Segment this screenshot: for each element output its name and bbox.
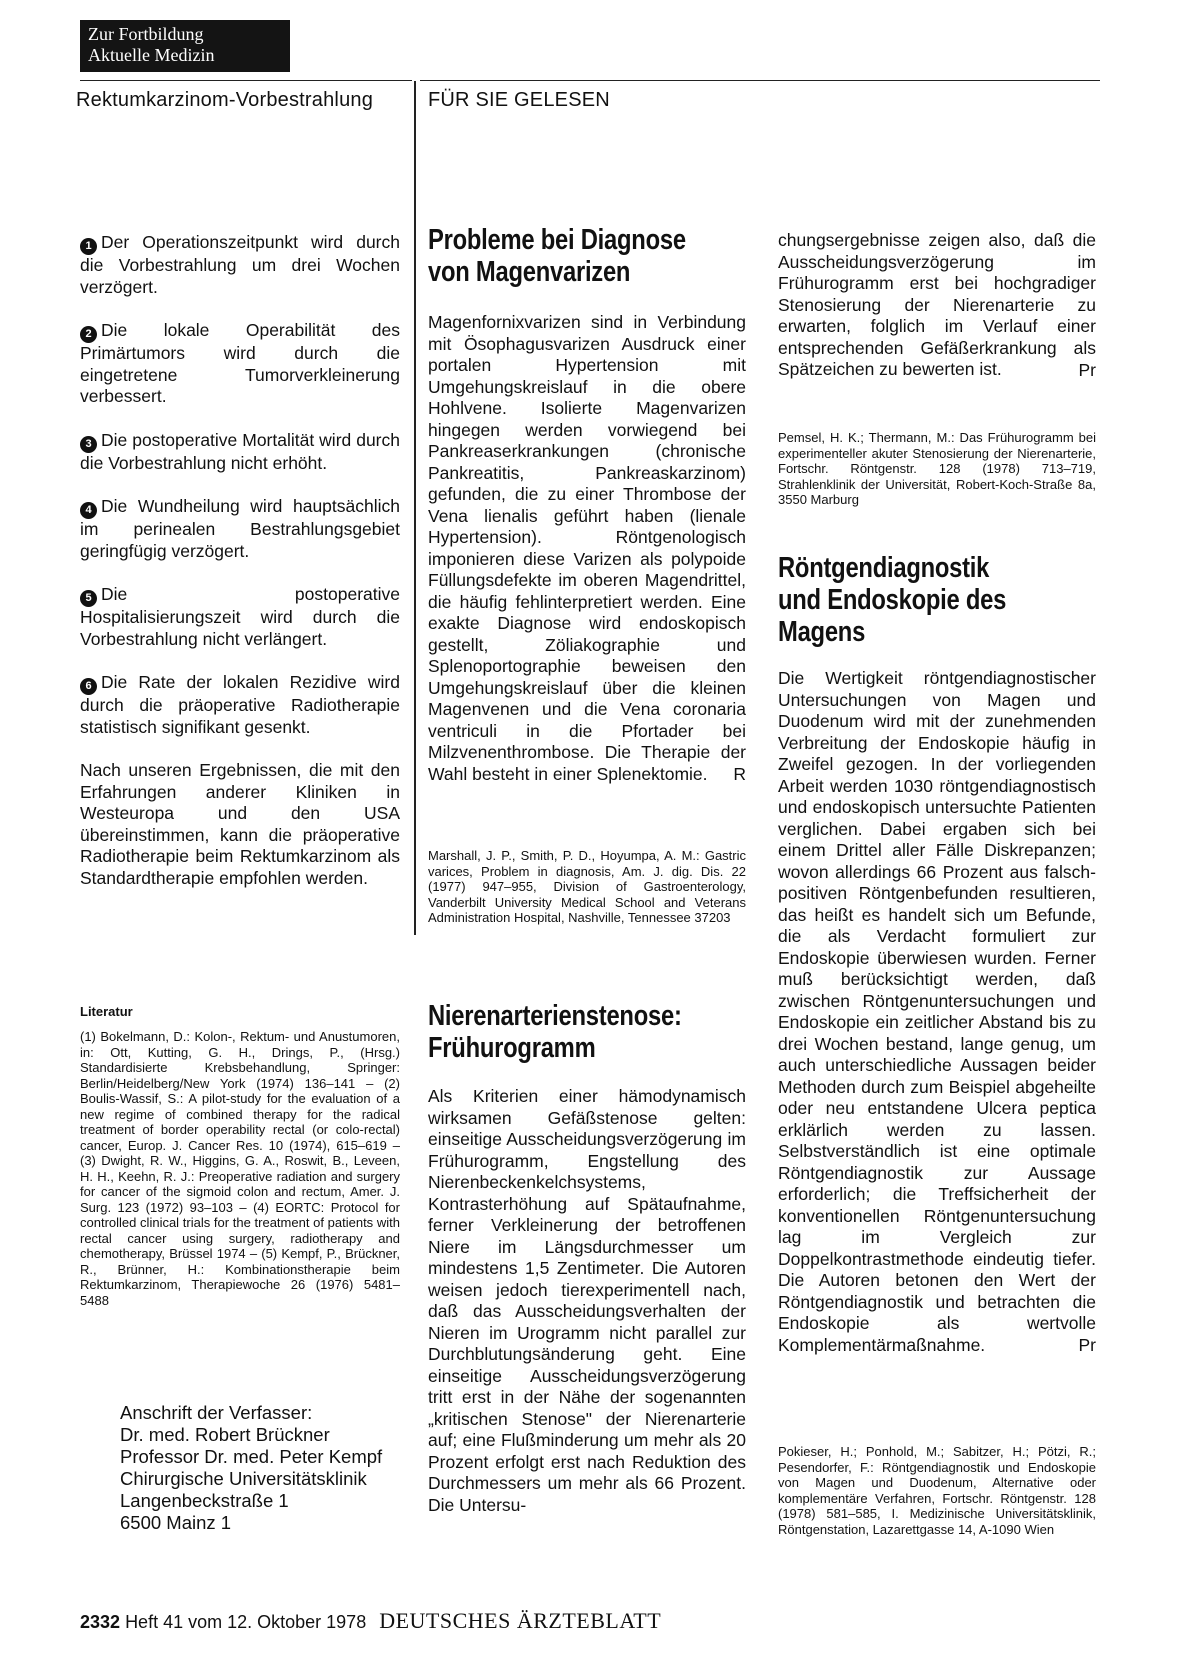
article-body-nierenarterienstenose <box>428 1086 746 1516</box>
column-divider <box>414 81 416 935</box>
summary-item-text: Die Wundheilung wird hauptsächlich im perinealen Bestrahlungsgebiet geringfügig verzögert. <box>80 496 400 561</box>
reference-nierenarterienstenose: Pemsel, H. K.; Thermann, M.: Das Frühurogramm bei experimenteller akuter Stenosierung der Nierenarterie, Fortschr. Röntgenstr. 128 (1978) 713–719, Strahlenklinik der Universität, Robert-Koch-Straße 8a, 3550 Marburg <box>778 430 1096 507</box>
literature-label: Literatur <box>80 1004 133 1019</box>
page-footer <box>80 1608 661 1634</box>
article-body-magenvarizen <box>428 312 746 786</box>
address-line: Anschrift der Verfasser: <box>120 1402 313 1423</box>
journal-name: DEUTSCHES ÄRZTEBLATT <box>379 1608 662 1633</box>
body-text: Magenfornixvarizen sind in Verbindung mit Ösophagusvarizen Ausdruck einer portalen Hypertension mit Umgehungskreislauf in die obere Hohlvene. Isolierte Magenvarizen hingegen werden vorwiegend bei Pankreaserkrankungen (chronische Pankreatitis, Pankreaskarzinom) gefunden, die zu einer Thrombose der Vena lienalis geführt haben (lienale Hypertension). Röntgenologisch imponieren diese Varizen als polypoide Füllungsdefekte im oberen Magendrittel, die häufig fehlinterpretiert werden. Eine exakte Diagnose wird endoskopisch gestellt, Zöliakographie und Splenoportographie beweisen den Umgehungskreislauf über die kleinen Magenvenen und die Vena coronaria ventriculi in die Pfortader bei Milzvenenthrombose. Die Therapie der Wahl besteht in einer Splenektomie. <box>428 312 746 784</box>
address-line: Chirurgische Universitätsklinik <box>120 1468 367 1489</box>
issue-info: Heft 41 vom 12. Oktober 1978 <box>125 1612 367 1632</box>
author-address <box>120 1402 420 1534</box>
running-head-right: FÜR SIE GELESEN <box>428 89 610 111</box>
article-title-roentgendiagnostik: Röntgendiagnostik und Endoskopie des Magens <box>778 552 1007 648</box>
conclusion-paragraph: Nach unseren Ergebnissen, die mit den Erfahrungen anderer Kliniken in Westeuropa und den USA übereinstimmen, kann die präoperative Radiotherapie beim Rektumkarzinom als Standardtherapie empfohlen werden. <box>80 760 400 888</box>
summary-item <box>80 320 400 408</box>
author-initial: R <box>733 764 746 784</box>
summary-item <box>80 672 400 738</box>
article-title-nierenarterienstenose: Nierenarterienstenose: Frühurogramm <box>428 1000 682 1064</box>
item-number-badge: 2 <box>80 326 97 343</box>
reference-magenvarizen: Marshall, J. P., Smith, P. D., Hoyumpa, A. M.: Gastric varices, Problem in diagnosis, Am. J. dig. Dis. 22 (1977) 947–955, Division of Gastroenterology, Vanderbilt University Medical School and Veterans Administration Hospital, Nashville, Tennessee 37203 <box>428 848 746 925</box>
header-rule-left <box>80 80 412 81</box>
article-continuation <box>778 230 1096 381</box>
reference-roentgendiagnostik: Pokieser, H.; Ponhold, M.; Sabitzer, H.; Pötzi, R.; Pesendorfer, F.: Röntgendiagnostik und Endoskopie von Magen und Duodenum, Alternative oder komplementäre Verfahren, Fortschr. Röntgenstr. 128 (1978) 581–585, I. Medizinische Universitätsklinik, Röntgenstation, Lazarettgasse 14, A-1090 Wien <box>778 1444 1096 1537</box>
address-line: 6500 Mainz 1 <box>120 1512 232 1533</box>
body-text: chungsergebnisse zeigen also, daß die Ausscheidungsverzögerung im Frühurogramm erst bei hochgradiger Stenosierung der Nierenarterie zu erwarten, folglich im Verlauf einer entsprechenden Gefäßerkrankung als Spätzeichen zu bewerten ist. <box>778 230 1096 379</box>
item-number-badge: 1 <box>80 238 97 255</box>
running-head-left: Rektumkarzinom-Vorbestrahlung <box>76 89 374 111</box>
item-number-badge: 6 <box>80 678 97 695</box>
summary-item <box>80 584 400 650</box>
page-number: 2332 <box>80 1612 121 1632</box>
author-initial: Pr <box>1078 359 1096 380</box>
address-line: Dr. med. Robert Brückner <box>120 1424 330 1445</box>
item-number-badge: 3 <box>80 436 97 453</box>
literature-block <box>80 1004 400 1308</box>
summary-item-text: Die Rate der lokalen Rezidive wird durch die präoperative Radiotherapie statistisch signifikant gesenkt. <box>80 672 400 737</box>
badge-line-1: Zur Fortbildung <box>88 24 204 44</box>
summary-item-text: Die postoperative Hospitalisierungszeit wird durch die Vorbestrahlung nicht verlängert. <box>80 584 400 649</box>
body-text: Die Wertigkeit röntgendiagnostischer Untersuchungen von Magen und Duodenum wird mit der zunehmenden Verbreitung der Endoskopie häufig in Zweifel gezogen. In der vorliegenden Arbeit werden 1030 röntgendiagnostisch und endoskopisch untersuchte Patienten verglichen. Dabei ergaben sich bei einem Drittel aller Fälle Diskrepanzen; wovon allerdings 66 Prozent aus falsch-positiven Röntgenbefunden resultieren, das heißt es handelt sich um Befunde, die als Verdacht formuliert zur Endoskopie überwiesen wurden. Ferner muß berücksichtigt werden, daß zwischen Röntgenuntersuchungen und Endoskopie ein zeitlicher Abstand bis zu drei Wochen bestand, lange genug, um auch unterschiedliche Aussagen beider Methoden durch zum Beispiel abgeheilte oder neu entstandene Ulcera peptica erklärlich werden zu lassen. Selbstverständlich ist eine optimale Röntgendiagnostik zur Aussage erforderlich; die Treffsicherheit der konventionellen Röntgenuntersuchung lag im Vergleich zur Doppelkontrastmethode eindeutig tiefer. Die Autoren betonen den Wert der Röntgendiagnostik und betrachten die Endoskopie als wertvolle Komplementärmaßnahme. <box>778 668 1096 1355</box>
body-text: Als Kriterien einer hämodynamisch wirksamen Gefäßstenose gelten: einseitige Ausscheidungsverzögerung im Frühurogramm, Engstellung des Nierenbeckenkelchsystems, Kontrasterhöhung auf Spätaufnahme, ferner Verkleinerung der betroffenen Niere im Längsdurchmesser um mindestens 1,5 Zentimeter. Die Autoren weisen jedoch tierexperimentell nach, daß das Ausscheidungsverhalten der Nieren im Urogramm nicht parallel zur Durchblutungsänderung geht. Eine einseitige Ausscheidungsverzögerung tritt erst in der Nähe der sogenannten „kritischen Stenose" der Nierenarterie auf; eine Flußminderung um mehr als 20 Prozent erfolgt erst nach Reduktion des Durchmessers um mehr als 66 Prozent. Die Untersu- <box>428 1086 746 1515</box>
summary-item <box>80 496 400 562</box>
item-number-badge: 4 <box>80 502 97 519</box>
header-rule-right <box>420 80 1100 81</box>
literature-text: (1) Bokelmann, D.: Kolon-, Rektum- und Anustumoren, in: Ott, Kutting, G. H., Drings, P., (Hrsg.) Standardisierte Krebsbehandlung, Springer: Berlin/Heidelberg/New York (1974) 136–141 – (2) Boulis-Wassif, S.: A pilot-study for the evaluation of a new regime of combined therapy for the radical treatment of border operability rectal (or colo-rectal) cancer, Europ. J. Cancer Res. 10 (1974), 615–619 – (3) Dwight, R. W., Higgins, G. A., Roswit, B., Leveen, H. H., Keehn, R. J.: Preoperative radiation and surgery for cancer of the sigmoid colon and rectum, Amer. J. Surg. 123 (1972) 93–103 – (4) EORTC: Protocol for controlled clinical trials for the treatment of patients with rectal cancer using surgery, radiotherapy and chemotherapy, Brüssel 1974 – (5) Kempf, P., Brückner, R., Brünner, H.: Kombinationstherapie beim Rektumkarzinom, Therapiewoche 26 (1976) 5481–5488 <box>80 1029 400 1308</box>
summary-item <box>80 430 400 475</box>
article-body-roentgendiagnostik <box>778 668 1096 1357</box>
badge-line-2: Aktuelle Medizin <box>88 45 215 65</box>
item-number-badge: 5 <box>80 590 97 607</box>
summary-column <box>80 232 400 889</box>
article-title-magenvarizen: Probleme bei Diagnose von Magenvarizen <box>428 224 686 288</box>
summary-item-text: Die postoperative Mortalität wird durch die Vorbestrahlung nicht erhöht. <box>80 429 400 473</box>
section-badge <box>80 20 290 72</box>
address-line: Langenbeckstraße 1 <box>120 1490 289 1511</box>
summary-item <box>80 232 400 298</box>
summary-item-text: Die lokale Operabilität des Primärtumors wird durch die eingetretene Tumorverkleinerung verbessert. <box>80 320 400 406</box>
address-line: Professor Dr. med. Peter Kempf <box>120 1446 383 1467</box>
summary-item-text: Der Operationszeitpunkt wird durch die Vorbestrahlung um drei Wochen verzögert. <box>80 232 400 297</box>
author-initial: Pr <box>1078 1335 1096 1355</box>
